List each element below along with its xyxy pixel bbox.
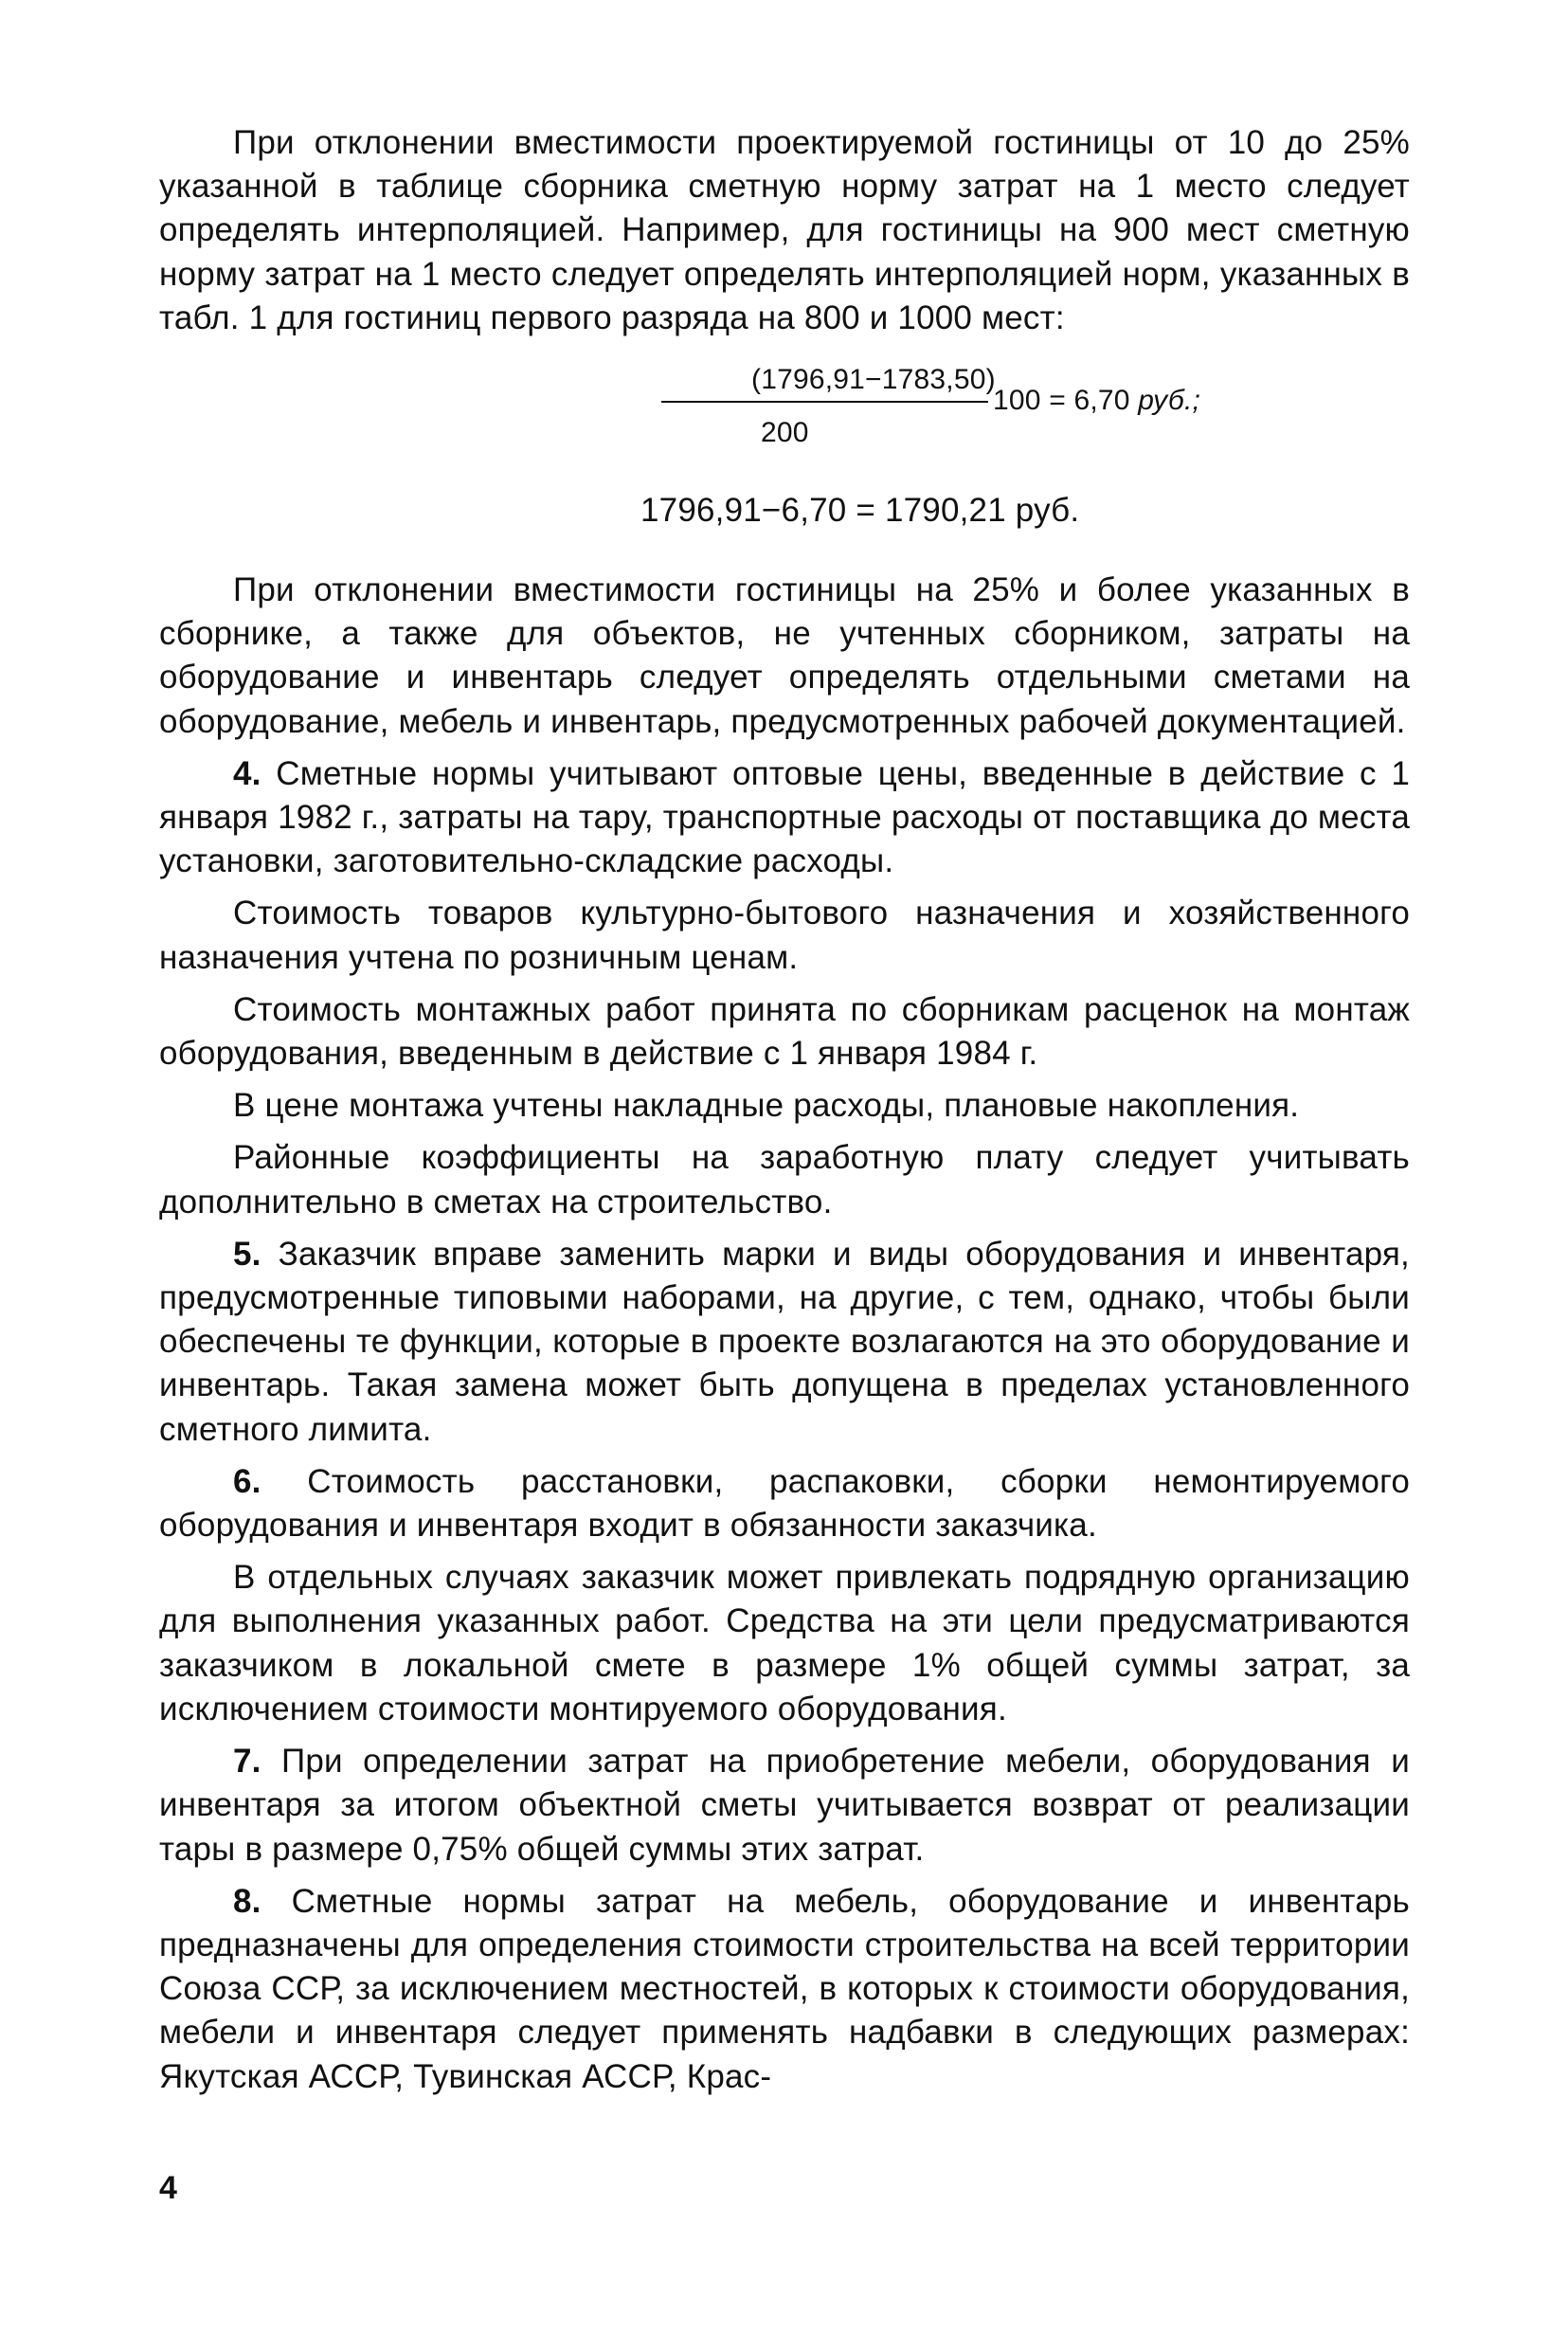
paragraph [159,1880,1410,2099]
paragraph-text: Сметные нормы затрат на мебель, оборудование и инвентарь предназначены для определения стоимости строительства на всей территории Союза ССР, за исключением местностей, в которых к стоимости оборудования, мебели и инвентаря следует применять надбавки в следующих размерах: Якутская АССР, Тувинская АССР, Крас- [159,1882,1410,2095]
paragraph-text: При отклонении вместимости гостиницы на 25% и более указанных в сборнике, а также для объектов, не учтенных сборником, затраты на оборудование и инвентарь следует определять отдельными сметами на оборудование, мебель и инвентарь, предусмотренных рабочей документацией. [159,571,1410,740]
paragraph-number: 4. [233,754,261,792]
fraction-numerator: (1796,91−1783,50) [751,364,996,396]
paragraph-number: 6. [233,1462,261,1500]
paragraph-text: Сметные нормы учитывают оптовые цены, введенные в действие с 1 января 1982 г., затраты на тару, транспортные расходы от поставщика до места установки, заготовительно-складские расходы. [159,754,1410,880]
paragraph [159,1084,1410,1128]
paragraph [159,1233,1410,1452]
paragraph-text: Стоимость расстановки, распаковки, сборки немонтируемого оборудования и инвентаря входит в обязанности заказчика. [159,1462,1410,1545]
paragraph-text: Стоимость товаров культурно-бытового назначения и хозяйственного назначения учтена по розничным ценам. [159,895,1410,976]
paragraph-number: 7. [233,1743,261,1781]
formula-result-line: 1796,91−6,70 = 1790,21 руб. [640,492,1080,530]
paragraph [159,569,1410,744]
paragraph-text: Стоимость монтажных работ принята по сборникам расценок на монтаж оборудования, введенным в действие с 1 января 1984 г. [159,990,1410,1073]
fraction-bar [661,401,988,403]
interpolation-formula [159,349,1410,548]
fraction-result [993,379,1200,423]
paragraph-list [159,569,1410,2099]
paragraph-interpolation: При отклонении вместимости проектируемой гостиницы от 10 до 25% указанной в таблице сборника сметную норму затрат на 1 место следует определять интерполяцией. Например, для гостиницы на 900 мест сметную норму затрат на 1 место следует определять интерполяцией норм, указанных в табл. 1 для гостиниц первого разряда на 800 и 1000 мест: [159,124,1410,336]
paragraph-text: В цене монтажа учтены накладные расходы, плановые накопления. [233,1087,1300,1125]
paragraph-text: При определении затрат на приобретение мебели, оборудования и инвентаря за итогом объектной сметы учитывается возврат от реализации тары в размере 0,75% общей суммы этих затрат. [159,1743,1410,1868]
paragraph-text: В отдельных случаях заказчик может привлекать подрядную организацию для выполнения указанных работ. Средства на эти цели предусматриваются заказчиком в локальной смете в размере 1% общей суммы затрат, за исключением стоимости монтируемого оборудования. [159,1559,1410,1727]
paragraph-number: 5. [233,1235,261,1273]
paragraph [159,1460,1410,1547]
paragraph-text: Районные коэффициенты на заработную плату следует учитывать дополнительно в сметах на строительство. [159,1139,1410,1221]
paragraph [159,1136,1410,1223]
page-number: 4 [159,2170,177,2206]
paragraph [159,1556,1410,1731]
paragraph [159,988,1410,1076]
paragraph-number: 8. [233,1882,261,1920]
fraction-unit: руб.; [1138,385,1201,417]
paragraph [159,1740,1410,1872]
paragraph [159,752,1410,884]
fraction-denominator: 200 [761,417,809,449]
fraction-multiplier-result: 100 = 6,70 [993,385,1130,417]
paragraph-text: Заказчик вправе заменить марки и виды оборудования и инвентаря, предусмотренные типовыми наборами, на другие, с тем, однако, чтобы были обеспечены те функции, которые в проекте возлагаются на это оборудование и инвентарь. Такая замена может быть допущена в пределах установленного сметного лимита. [159,1235,1410,1448]
document-body [159,121,1410,2107]
paragraph [159,892,1410,979]
